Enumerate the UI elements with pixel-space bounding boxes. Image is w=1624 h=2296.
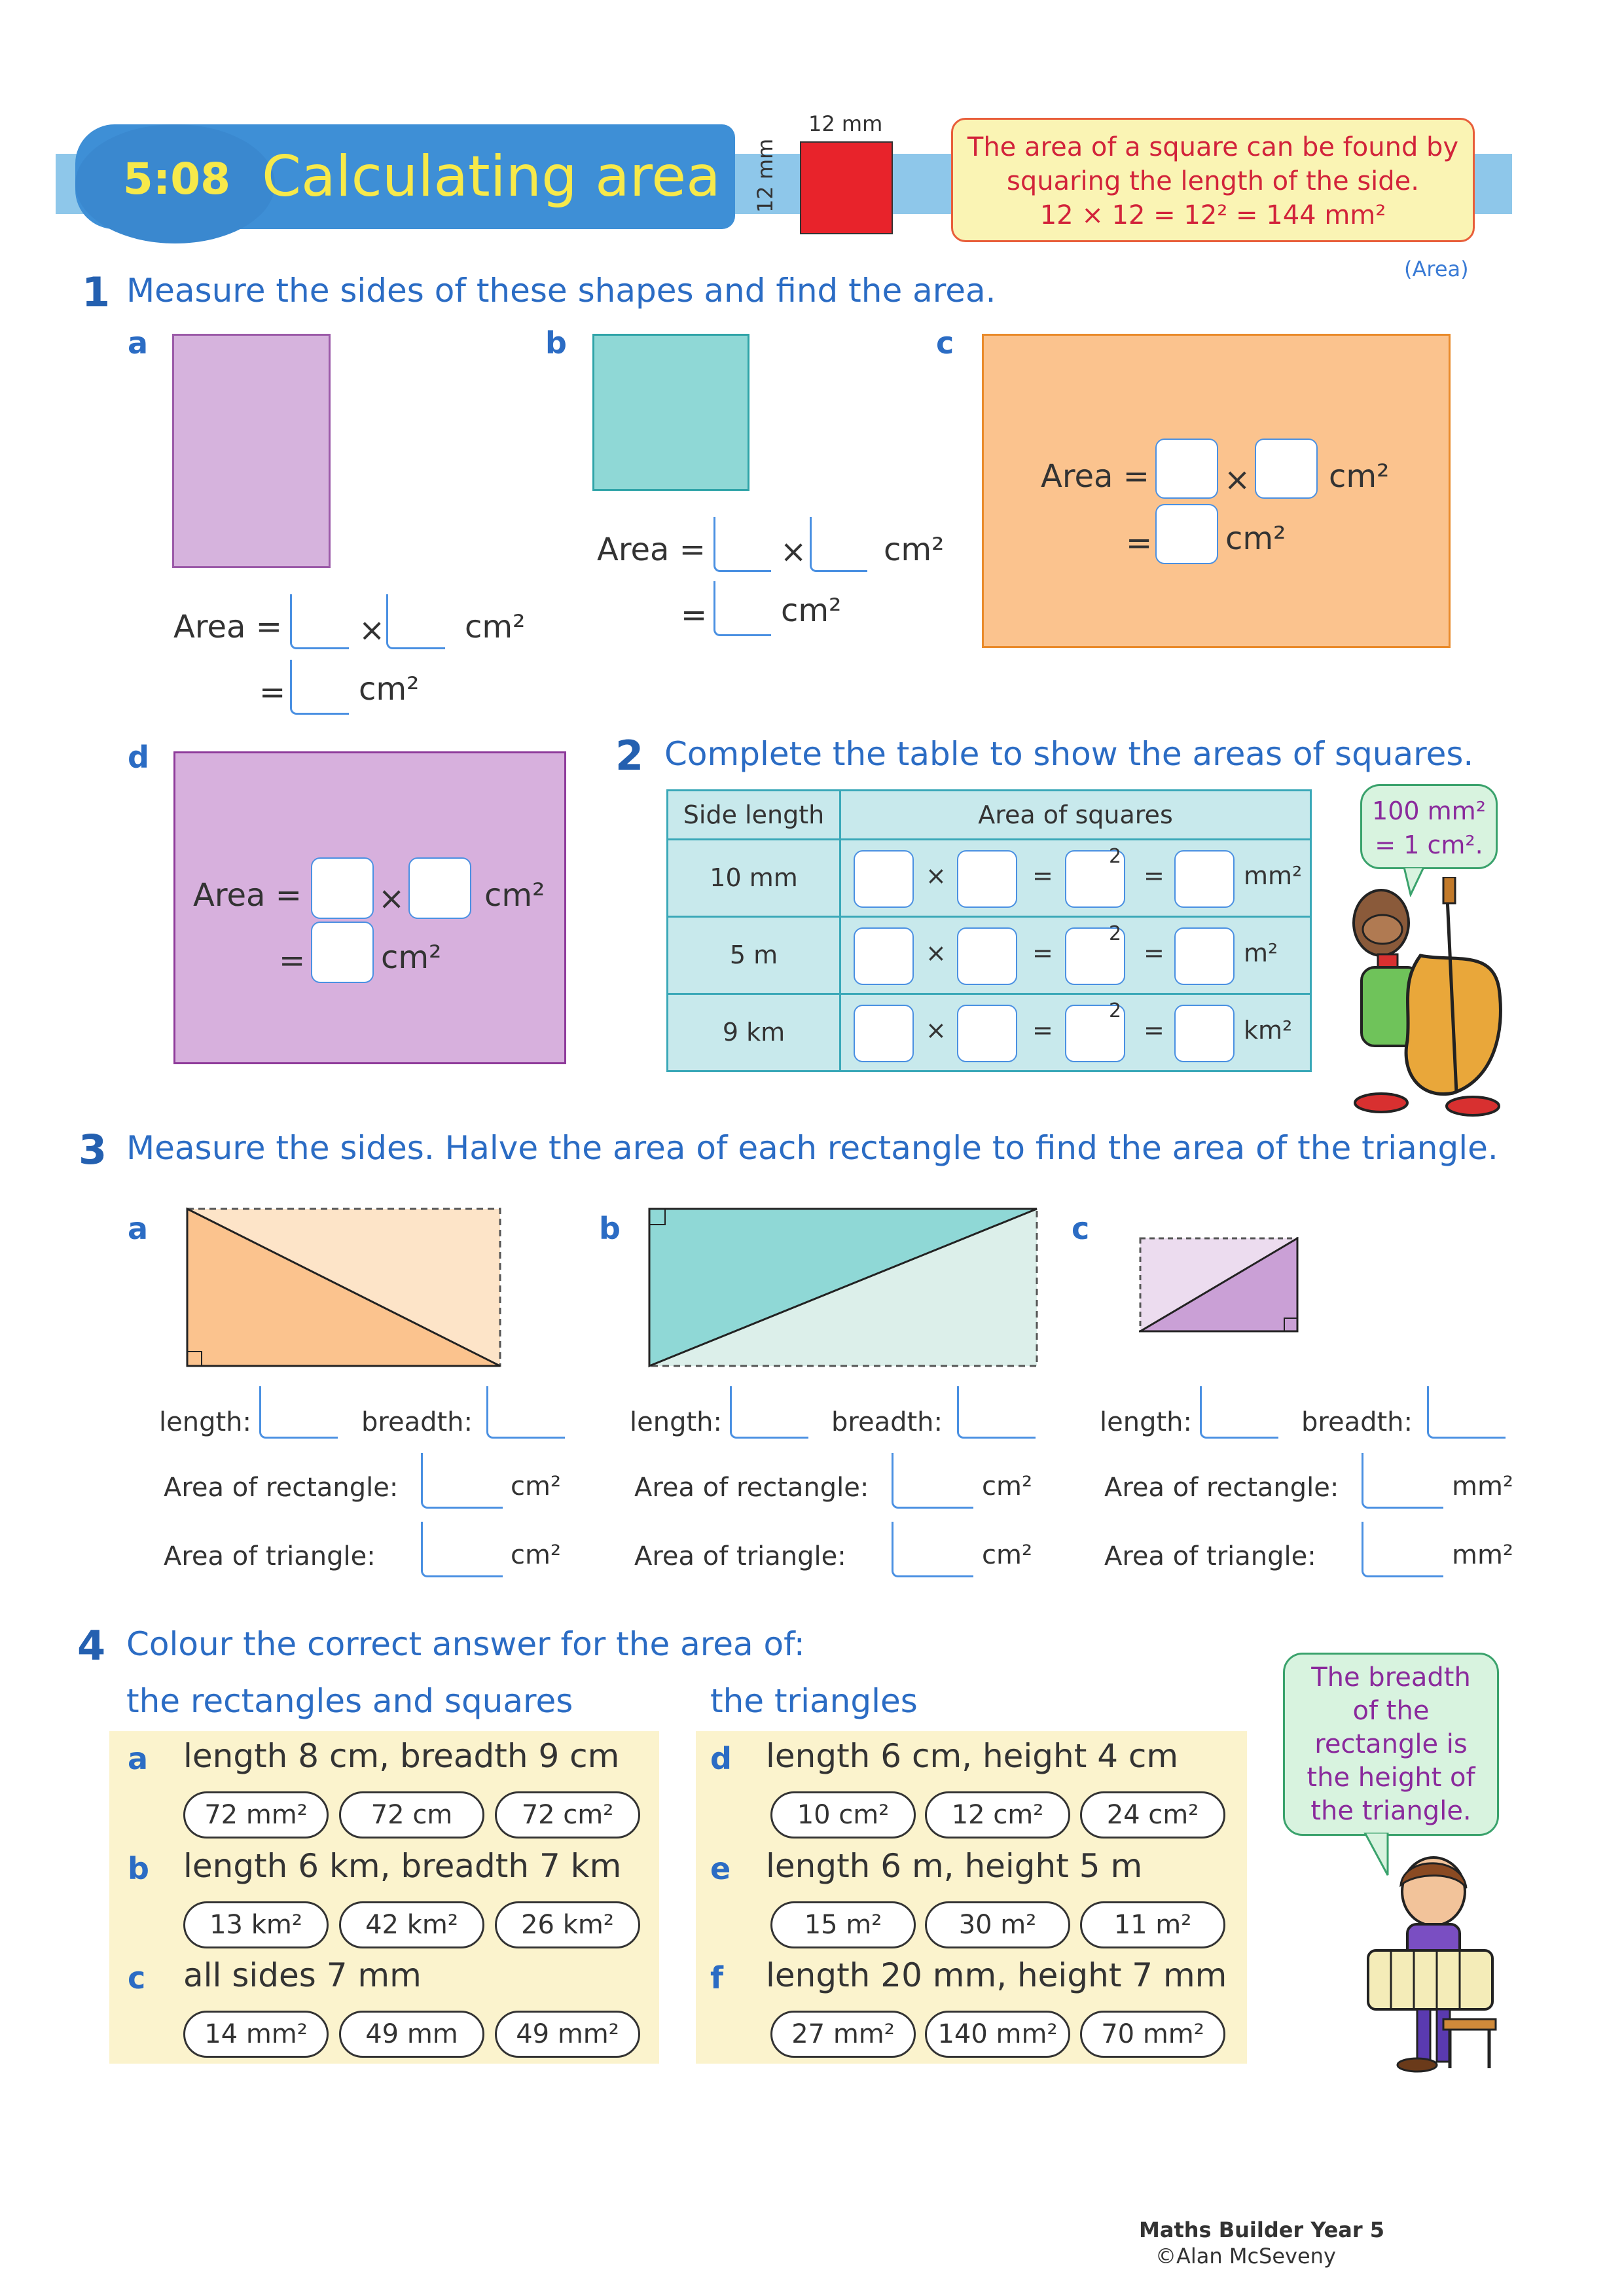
q3-tri-unit: cm² <box>982 1540 1032 1570</box>
table-side-cell: 10 mm <box>666 838 841 918</box>
q4-item-text: length 6 cm, height 4 cm <box>766 1737 1179 1775</box>
q4-right-heading: the triangles <box>710 1682 918 1720</box>
q1c-times: × <box>1224 461 1251 498</box>
q1d-area-label: Area = <box>193 877 302 914</box>
table-equals-sign: = <box>1032 861 1053 890</box>
q3-length-label: length: <box>1100 1407 1192 1437</box>
q3-breadth-answer[interactable] <box>957 1386 1036 1439</box>
table-squared-exponent: 2 <box>1109 922 1122 945</box>
q1c-label: c <box>936 325 954 361</box>
q4-item-letter: c <box>128 1960 146 1996</box>
q3b-rectangle-with-triangle <box>648 1208 1041 1371</box>
table-answer-box[interactable] <box>957 1005 1017 1062</box>
question-1-text: Measure the sides of these shapes and find the area. <box>126 272 996 310</box>
q3c-rectangle-with-triangle <box>1139 1237 1303 1335</box>
q1b-area-label: Area = <box>597 531 706 568</box>
table-equals-sign: = <box>1032 939 1053 967</box>
note-line-2: squaring the length of the side. <box>1007 166 1419 196</box>
q1b-answer-length[interactable] <box>713 517 771 572</box>
q3-rect-area-answer[interactable] <box>421 1453 503 1509</box>
table-squared-exponent: 2 <box>1109 999 1122 1022</box>
q3-tri-area-label: Area of triangle: <box>164 1541 376 1571</box>
q3-tri-area-label: Area of triangle: <box>1104 1541 1316 1571</box>
q1b-times: × <box>780 533 807 570</box>
square-side-label: 12 mm <box>753 138 778 213</box>
q1a-answer-breadth[interactable] <box>386 594 445 649</box>
footer-brand: Maths Builder Year 5 <box>1139 2217 1385 2242</box>
q1a-unit-2: cm² <box>359 671 420 708</box>
table-answer-box[interactable] <box>1174 850 1235 908</box>
question-1-number: 1 <box>82 268 111 316</box>
q3-tri-unit: mm² <box>1452 1540 1513 1570</box>
table-side-cell: 9 km <box>666 993 841 1072</box>
table-header-side: Side length <box>666 789 841 840</box>
q4-answer-option[interactable]: 15 m² <box>770 1901 916 1948</box>
note-line-3: 12 × 12 = 12² = 144 mm² <box>1039 200 1386 230</box>
q1a-label: a <box>128 325 149 361</box>
q3-tri-area-label: Area of triangle: <box>634 1541 846 1571</box>
q4-answer-option[interactable]: 11 m² <box>1080 1901 1225 1948</box>
q3-length-label: length: <box>159 1407 251 1437</box>
q3-rect-area-label: Area of rectangle: <box>164 1473 399 1503</box>
q4-item-text: length 20 mm, height 7 mm <box>766 1956 1227 1994</box>
table-header-area: Area of squares <box>839 789 1312 840</box>
musician-with-bass-illustration <box>1342 877 1525 1119</box>
q4-left-heading: the rectangles and squares <box>126 1682 573 1720</box>
q4-answer-option[interactable]: 42 km² <box>339 1901 484 1948</box>
q1a-unit: cm² <box>465 609 526 645</box>
square-top-label: 12 mm <box>808 111 883 136</box>
page-title: Calculating area <box>262 144 721 209</box>
q1c-unit-2: cm² <box>1225 520 1286 557</box>
q1c-unit: cm² <box>1329 458 1390 495</box>
table-equals-sign: = <box>1144 1016 1164 1045</box>
q1a-area-label: Area = <box>173 609 282 645</box>
q4-answer-option[interactable]: 10 cm² <box>770 1791 916 1839</box>
table-answer-box[interactable] <box>854 1005 914 1062</box>
square-area-note <box>951 118 1475 242</box>
q1d-answer-length[interactable] <box>311 857 374 919</box>
q1d-unit: cm² <box>484 877 545 914</box>
q1a-answer-area[interactable] <box>290 660 349 715</box>
question-2-text: Complete the table to show the areas of squares. <box>664 735 1474 773</box>
q1a-equals: = <box>259 674 286 711</box>
topic-tag: (Area) <box>1404 257 1469 281</box>
q1b-answer-area[interactable] <box>713 581 771 636</box>
q4-answer-option[interactable]: 12 cm² <box>925 1791 1070 1839</box>
q1c-answer-breadth[interactable] <box>1255 439 1318 499</box>
q3c-label: c <box>1072 1211 1090 1246</box>
q1c-area-label: Area = <box>1041 458 1149 495</box>
table-equals-sign: = <box>1144 861 1164 890</box>
q4-answer-option[interactable]: 13 km² <box>183 1901 329 1948</box>
q3-length-answer[interactable] <box>730 1386 808 1439</box>
table-row-unit: m² <box>1244 939 1278 967</box>
q1b-answer-breadth[interactable] <box>810 517 867 572</box>
table-row-unit: mm² <box>1244 861 1303 890</box>
table-times-sign: × <box>926 861 947 890</box>
q1b-unit-2: cm² <box>781 592 842 629</box>
q4-answer-option[interactable]: 72 cm² <box>495 1791 640 1839</box>
q1d-label: d <box>128 740 149 775</box>
q1a-answer-length[interactable] <box>290 594 349 649</box>
note-line-1: The area of a square can be found by <box>967 132 1459 162</box>
q3-breadth-label: breadth: <box>1301 1407 1413 1437</box>
q3a-label: a <box>128 1211 149 1246</box>
q4-answer-option[interactable]: 70 mm² <box>1080 2011 1225 2058</box>
q4-answer-option[interactable]: 72 cm <box>339 1791 484 1839</box>
table-answer-box[interactable] <box>854 850 914 908</box>
q4-answer-option[interactable]: 14 mm² <box>183 2011 329 2058</box>
q3-rect-area-label: Area of rectangle: <box>634 1473 869 1503</box>
footer-copyright: ©Alan McSeveny <box>1155 2244 1336 2269</box>
table-answer-box[interactable] <box>1174 927 1235 985</box>
q1d-answer-area[interactable] <box>311 922 374 983</box>
q1b-equals: = <box>681 597 708 634</box>
table-times-sign: × <box>926 1016 947 1045</box>
table-answer-box[interactable] <box>1174 1005 1235 1062</box>
table-times-sign: × <box>926 939 947 967</box>
q3-tri-unit: cm² <box>511 1540 561 1570</box>
q3-length-label: length: <box>630 1407 722 1437</box>
q1b-square <box>592 334 749 491</box>
q4-item-letter: a <box>128 1741 149 1776</box>
section-number: 5:08 <box>122 154 231 204</box>
q3-tri-area-answer[interactable] <box>892 1522 973 1577</box>
q3-tri-area-answer[interactable] <box>421 1522 503 1577</box>
q4-bubble-line-3: rectangle is <box>1314 1729 1468 1759</box>
q4-item-text: length 6 m, height 5 m <box>766 1847 1143 1885</box>
q1d-times: × <box>378 880 405 917</box>
q4-item-text: all sides 7 mm <box>183 1956 422 1994</box>
q2-bubble-line-1: 100 mm² <box>1372 797 1486 825</box>
q1c-equals: = <box>1126 525 1153 562</box>
q3-rect-unit: mm² <box>1452 1471 1513 1501</box>
table-answer-box[interactable] <box>957 850 1017 908</box>
table-answer-box[interactable] <box>957 927 1017 985</box>
q1d-unit-2: cm² <box>381 939 442 976</box>
question-3-text: Measure the sides. Halve the area of each rectangle to find the area of the triangle. <box>126 1129 1498 1167</box>
q1b-unit: cm² <box>884 531 945 568</box>
table-equals-sign: = <box>1144 939 1164 967</box>
q4-answer-option[interactable]: 49 mm <box>339 2011 484 2058</box>
q4-speech-bubble <box>1283 1653 1499 1836</box>
table-row-unit: km² <box>1244 1016 1293 1045</box>
table-answer-box[interactable] <box>854 927 914 985</box>
q3-rect-area-answer[interactable] <box>1362 1453 1443 1509</box>
question-4-text: Colour the correct answer for the area of: <box>126 1625 805 1663</box>
q1a-times: × <box>359 612 386 649</box>
question-3-number: 3 <box>79 1126 107 1174</box>
q2-speech-bubble <box>1360 784 1498 869</box>
q4-item-text: length 8 cm, breadth 9 cm <box>183 1737 620 1775</box>
q1d-equals: = <box>279 942 306 979</box>
q4-item-letter: f <box>710 1960 724 1996</box>
q3-rect-area-label: Area of rectangle: <box>1104 1473 1339 1503</box>
q1d-answer-breadth[interactable] <box>408 857 471 919</box>
q3a-rectangle-with-triangle <box>186 1208 504 1371</box>
q4-item-letter: b <box>128 1851 149 1886</box>
q3-rect-unit: cm² <box>982 1471 1032 1501</box>
q3-breadth-answer[interactable] <box>1427 1386 1506 1439</box>
question-4-number: 4 <box>77 1622 106 1670</box>
q3-length-answer[interactable] <box>259 1386 338 1439</box>
q3b-label: b <box>599 1211 621 1246</box>
q4-answer-option[interactable]: 72 mm² <box>183 1791 329 1839</box>
question-2-number: 2 <box>615 732 644 780</box>
q3-breadth-label: breadth: <box>361 1407 473 1437</box>
q2-bubble-line-2: = 1 cm². <box>1375 831 1483 859</box>
q3-breadth-label: breadth: <box>831 1407 943 1437</box>
q4-answer-option[interactable]: 27 mm² <box>770 2011 916 2058</box>
q3-length-answer[interactable] <box>1200 1386 1278 1439</box>
q1c-answer-area[interactable] <box>1155 504 1218 564</box>
accordion-player-illustration <box>1345 1852 1515 2075</box>
q4-answer-option[interactable]: 26 km² <box>495 1901 640 1948</box>
q3-tri-area-answer[interactable] <box>1362 1522 1443 1577</box>
q4-answer-option[interactable]: 24 cm² <box>1080 1791 1225 1839</box>
q1a-rectangle <box>172 334 331 568</box>
q3-breadth-answer[interactable] <box>486 1386 565 1439</box>
q3-rect-unit: cm² <box>511 1471 561 1501</box>
q4-answer-option[interactable]: 140 mm² <box>925 2011 1070 2058</box>
q4-bubble-line-2: of the <box>1352 1696 1430 1726</box>
table-squared-exponent: 2 <box>1109 845 1122 868</box>
q4-item-text: length 6 km, breadth 7 km <box>183 1847 622 1885</box>
example-red-square <box>800 141 893 234</box>
q4-bubble-line-1: The breadth <box>1311 1662 1471 1693</box>
q4-item-letter: d <box>710 1741 732 1776</box>
q1c-answer-length[interactable] <box>1155 439 1218 499</box>
q4-item-letter: e <box>710 1851 731 1886</box>
q4-answer-option[interactable]: 49 mm² <box>495 2011 640 2058</box>
q1b-label: b <box>545 325 567 361</box>
q4-bubble-line-5: the triangle. <box>1310 1796 1471 1826</box>
q4-bubble-line-4: the height of <box>1307 1763 1475 1793</box>
q4-answer-option[interactable]: 30 m² <box>925 1901 1070 1948</box>
table-side-cell: 5 m <box>666 916 841 995</box>
q3-rect-area-answer[interactable] <box>892 1453 973 1509</box>
table-equals-sign: = <box>1032 1016 1053 1045</box>
